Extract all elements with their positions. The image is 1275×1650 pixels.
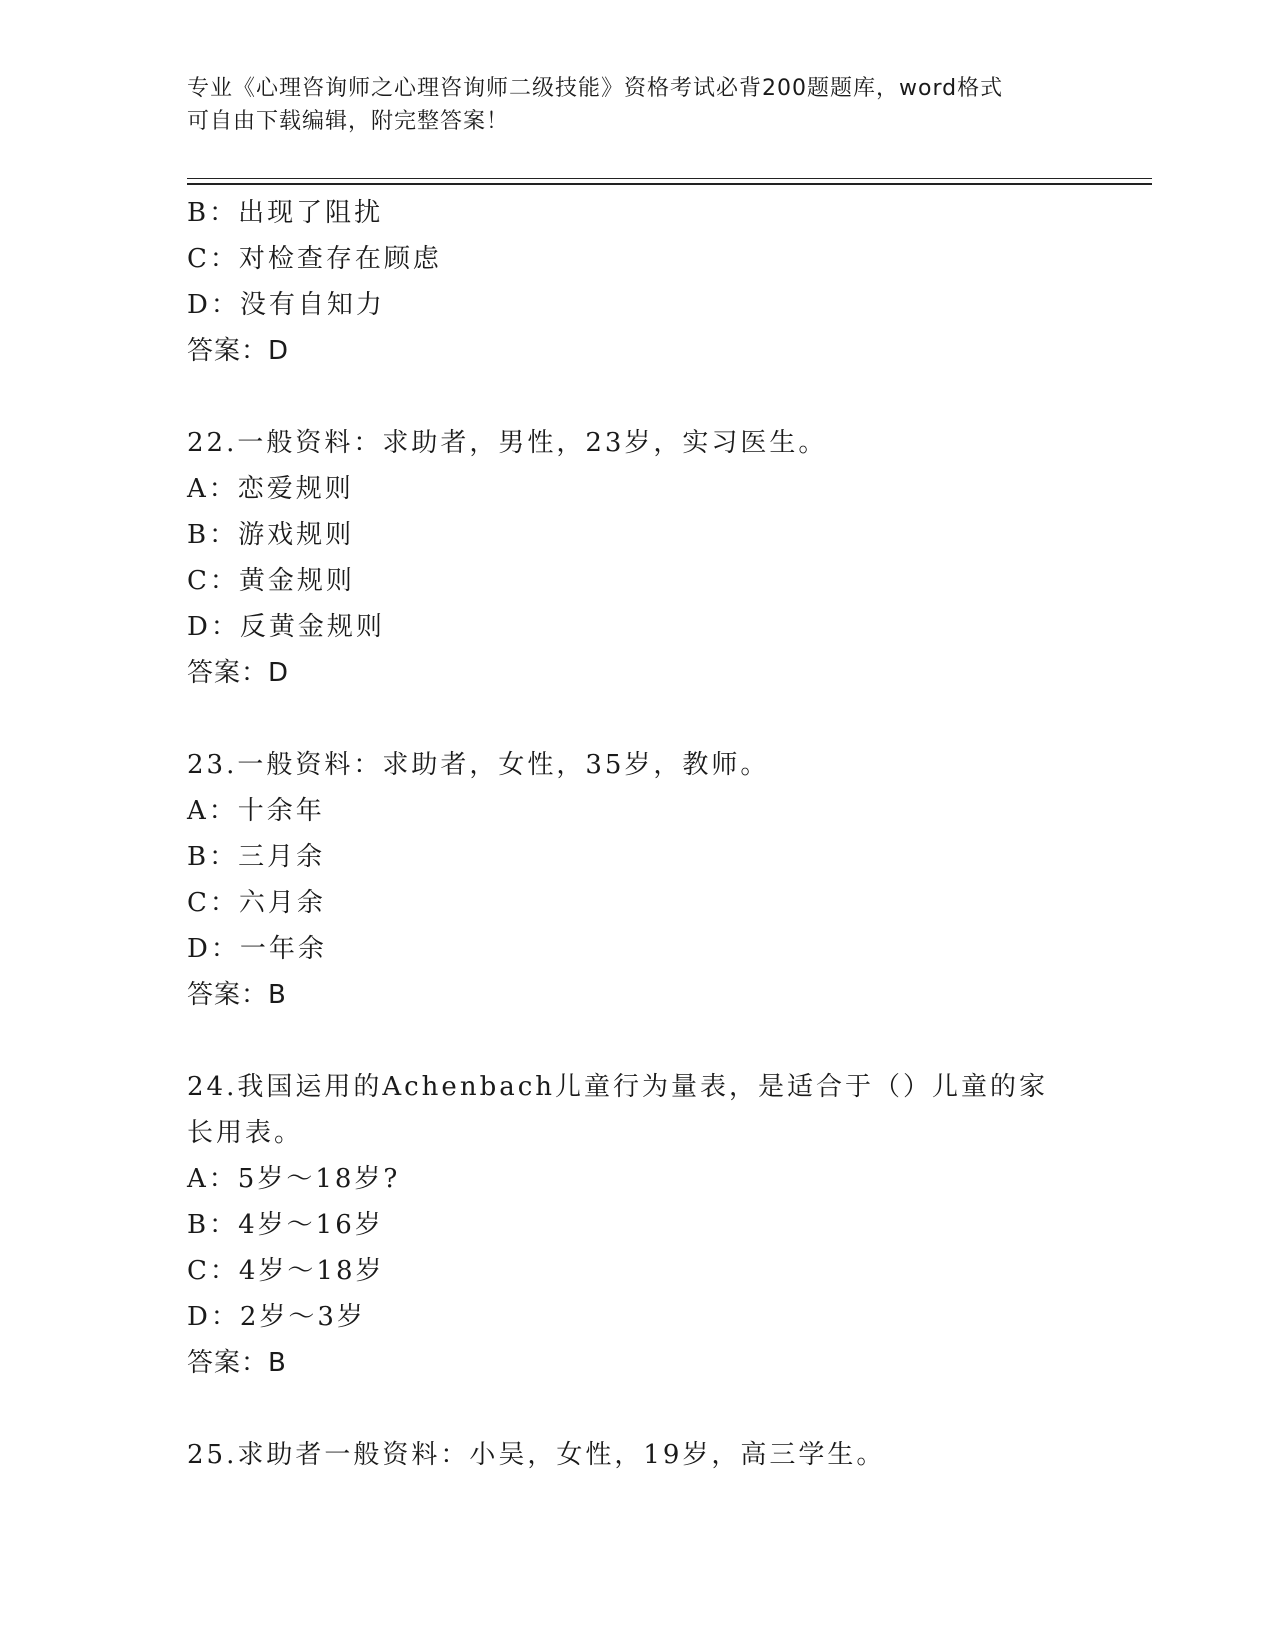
q24-option-b: B：4岁～16岁 bbox=[187, 1210, 384, 1240]
q23-option-c: C：六月余 bbox=[187, 888, 326, 918]
q24-option-d: D：2岁～3岁 bbox=[187, 1302, 366, 1332]
q24-answer: 答案：B bbox=[187, 1348, 287, 1378]
q22-stem: 22.一般资料：求助者，男性，23岁，实习医生。 bbox=[187, 428, 828, 458]
q21-option-d: D：没有自知力 bbox=[187, 290, 385, 320]
q21-option-c: C：对检查存在顾虑 bbox=[187, 244, 442, 274]
q23-answer: 答案：B bbox=[187, 980, 287, 1010]
q22-option-c: C：黄金规则 bbox=[187, 566, 355, 596]
q24-stem: 24.我国运用的Achenbach儿童行为量表，是适合于（）儿童的家长用表。 bbox=[187, 1072, 1049, 1148]
q22-option-a: A：恋爱规则 bbox=[187, 474, 354, 504]
q23-option-a: A：十余年 bbox=[187, 796, 325, 826]
q23-option-d: D：一年余 bbox=[187, 934, 327, 964]
header-line-1: 专业《心理咨询师之心理咨询师二级技能》资格考试必背200题题库，word格式 bbox=[187, 76, 1004, 101]
q24-option-c: C：4岁～18岁 bbox=[187, 1256, 385, 1286]
spacer bbox=[187, 1018, 1087, 1064]
q25-stem: 25.求助者一般资料：小吴，女性，19岁，高三学生。 bbox=[187, 1440, 886, 1470]
header-divider-thin bbox=[187, 178, 1152, 179]
q22-option-b: B：游戏规则 bbox=[187, 520, 355, 550]
q23-option-b: B：三月余 bbox=[187, 842, 326, 872]
q23-stem: 23.一般资料：求助者，女性，35岁，教师。 bbox=[187, 750, 770, 780]
question-list bbox=[187, 190, 1087, 1478]
spacer bbox=[187, 1386, 1087, 1432]
q21-option-b: B：出现了阻扰 bbox=[187, 198, 384, 228]
spacer bbox=[187, 374, 1087, 420]
header-divider-thick bbox=[187, 183, 1152, 185]
document-header bbox=[187, 72, 1087, 138]
q21-answer: 答案：D bbox=[187, 336, 290, 366]
q22-option-d: D：反黄金规则 bbox=[187, 612, 385, 642]
header-line-2: 可自由下载编辑，附完整答案！ bbox=[187, 109, 510, 134]
spacer bbox=[187, 696, 1087, 742]
q22-answer: 答案：D bbox=[187, 658, 290, 688]
q24-option-a: A：5岁～18岁? bbox=[187, 1164, 401, 1194]
